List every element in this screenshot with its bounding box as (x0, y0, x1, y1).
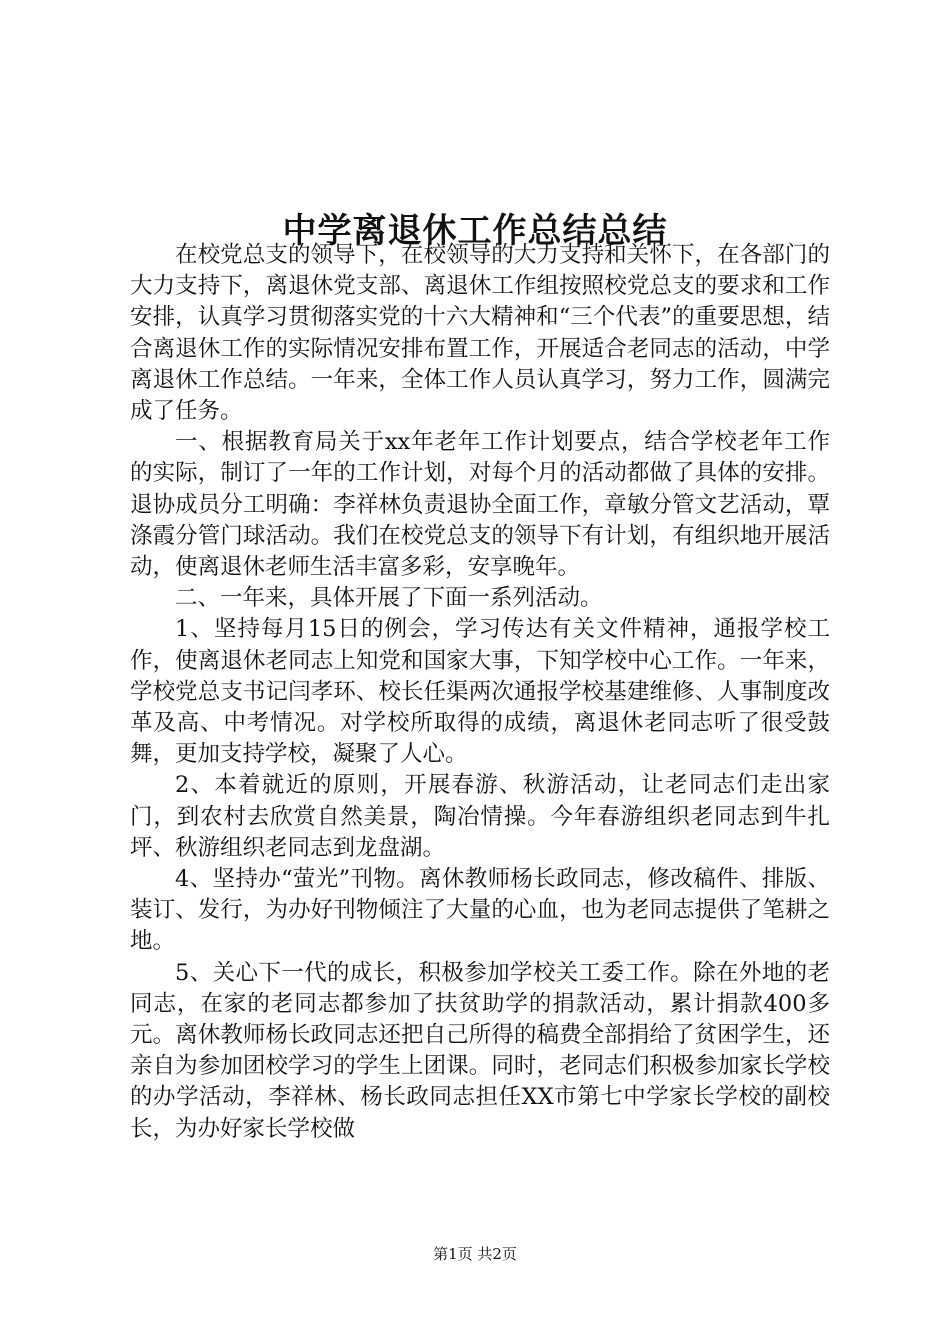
paragraph-intro: 在校党总支的领导下，在校领导的大力支持和关怀下，在各部门的大力支持下，离退休党支部、离退休工作组按照校党总支的要求和工作安排，认真学习贯彻落实党的十六大精神和“三个代表”的重要思想，结合离退休工作的实际情况安排布置工作，开展适合老同志的活动，中学离退休工作总结。一年来，全体工作人员认真学习，努力工作，圆满完成了任务。 (130, 242, 830, 425)
paragraph-item-4: 4、坚持办“萤光”刊物。离休教师杨长政同志，修改稿件、排版、装订、发行，为办好刊物倾注了大量的心血，也为老同志提供了笔耕之地。 (130, 866, 830, 955)
paragraph-item-5: 5、关心下一代的成长，积极参加学校关工委工作。除在外地的老同志，在家的老同志都参加了扶贫助学的捐款活动，累计捐款400多元。离休教师杨长政同志还把自己所得的稿费全部捐给了贫困学生，还亲自为参加团校学习的学生上团课。同时，老同志们积极参加家长学校的办学活动，李祥林、杨长政同志担任XX市第七中学家长学校的副校长，为办好家长学校做 (130, 959, 830, 1142)
paragraph-section-2: 二、一年来，具体开展了下面一系列活动。 (175, 585, 603, 612)
page-footer: 第1页 共2页 (433, 1245, 517, 1263)
paragraph-section-1: 一、根据教育局关于xx年老年工作计划要点，结合学校老年工作的实际，制订了一年的工作计划，对每个月的活动都做了具体的安排。退协成员分工明确：李祥林负责退协全面工作，章敏分管文艺活动，覃涤霞分管门球活动。我们在校党总支的领导下有计划，有组织地开展活动，使离退休老师生活丰富多彩，安享晚年。 (130, 429, 830, 581)
paragraph-item-2: 2、本着就近的原则，开展春游、秋游活动，让老同志们走出家门，到农村去欣赏自然美景，陶冶情操。今年春游组织老同志到牛扎坪、秋游组织老同志到龙盘湖。 (130, 772, 830, 861)
document-body (130, 240, 830, 1145)
paragraph-item-1: 1、坚持每月15日的例会，学习传达有关文件精神，通报学校工作，使离退休老同志上知党和国家大事，下知学校中心工作。一年来，学校党总支书记闫孝环、校长任渠两次通报学校基建维修、人事制度改革及高、中考情况。对学校所取得的成绩，离退休老同志听了很受鼓舞，更加支持学校，凝聚了人心。 (130, 616, 830, 768)
document-title: 中学离退休工作总结总结 (282, 210, 668, 251)
